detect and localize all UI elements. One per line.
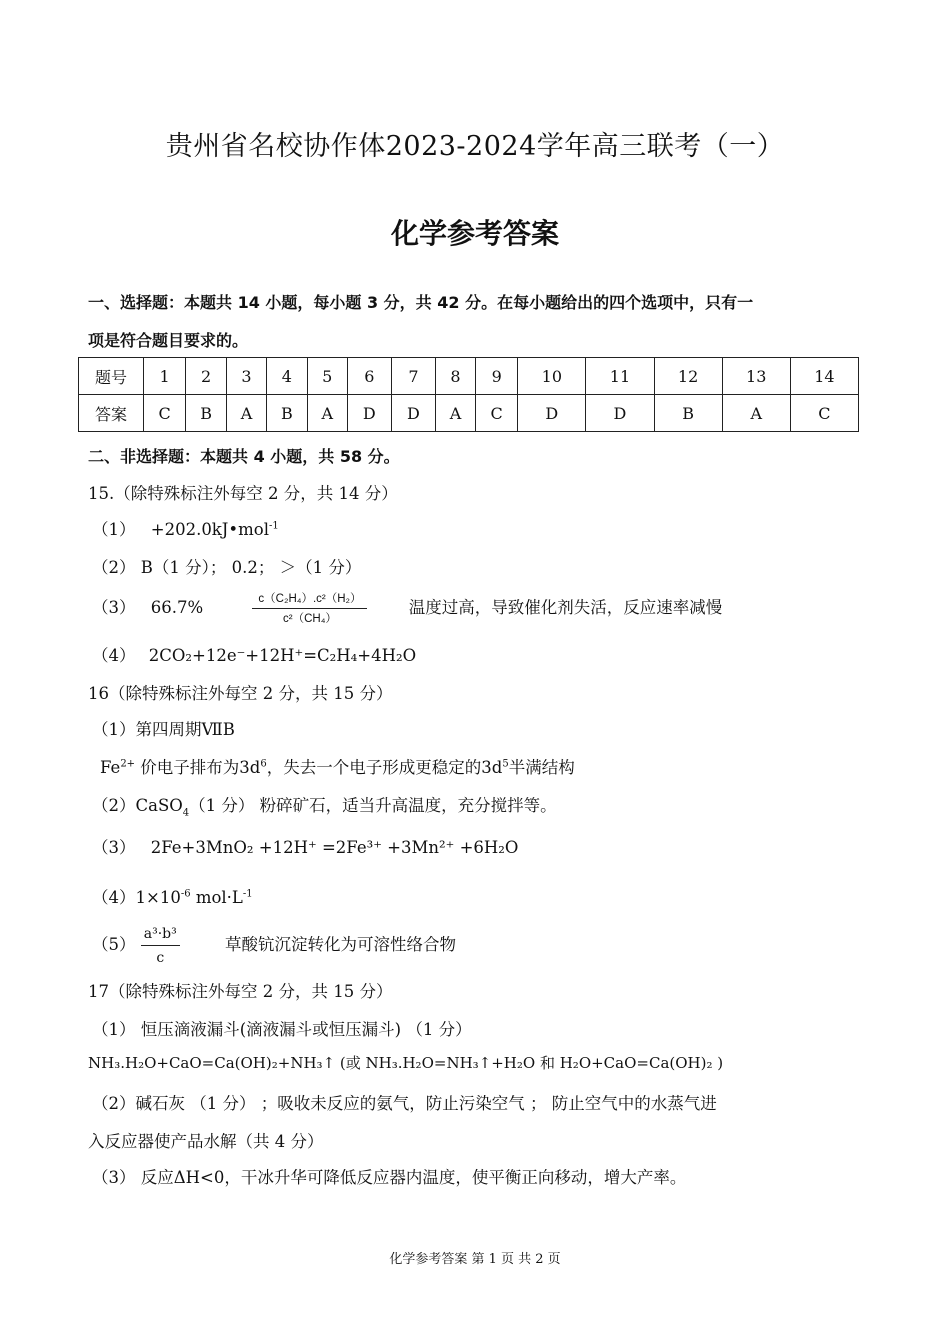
q15-part4-equation: 2CO₂+12e⁻+12H⁺=C₂H₄+4H₂O bbox=[148, 646, 417, 665]
table-cell: B bbox=[186, 395, 227, 432]
q15-part3-text: 温度过高，导致催化剂失活，反应速率减慢 bbox=[408, 598, 723, 617]
answer-table bbox=[78, 357, 859, 432]
fraction-denominator: c²（CH₄） bbox=[283, 612, 337, 625]
q16-part1: （1）第四周期ⅦB bbox=[92, 720, 235, 739]
row-label-number: 题号 bbox=[79, 358, 144, 395]
q17-part2-line1: （2）碱石灰 （1 分） ；吸收未反应的氨气，防止污染空气 ； 防止空气中的水蒸气进 bbox=[92, 1094, 717, 1113]
table-cell: 8 bbox=[435, 358, 475, 395]
q15-part1-label: （1） bbox=[92, 520, 136, 539]
q17-part1-equation: NH₃.H₂O+CaO=Ca(OH)₂+NH₃↑ (或 NH₃.H₂O=NH₃↑+H₂O 和 H₂O+CaO=Ca(OH)₂ ) bbox=[88, 1054, 724, 1072]
section1-heading-line2: 项是符合题目要求的。 bbox=[88, 331, 249, 350]
table-cell: D bbox=[391, 395, 435, 432]
document-title: 贵州省名校协作体2023-2024学年高三联考（一） bbox=[165, 131, 785, 162]
table-cell: A bbox=[307, 395, 347, 432]
q16-part2: （2）CaSO$_4$（1 分） 粉碎矿石，适当升高温度，充分搅拌等。 bbox=[92, 796, 557, 819]
table-cell: 11 bbox=[586, 358, 654, 395]
table-cell: 7 bbox=[391, 358, 435, 395]
q16-part5-text: 草酸钪沉淀转化为可溶性络合物 bbox=[224, 935, 456, 954]
answer-row bbox=[79, 395, 859, 432]
q15-part3-value: 66.7% bbox=[150, 598, 204, 617]
table-cell: A bbox=[435, 395, 475, 432]
table-cell: 5 bbox=[307, 358, 347, 395]
q16-header: 16（除特殊标注外每空 2 分，共 15 分） bbox=[88, 684, 393, 703]
table-cell: 4 bbox=[267, 358, 308, 395]
q15-part1-sup: -1 bbox=[269, 520, 279, 532]
table-cell: A bbox=[722, 395, 790, 432]
table-cell: B bbox=[267, 395, 308, 432]
fraction-numerator: c（C₂H₄）.c²（H₂） bbox=[252, 592, 367, 609]
table-cell: 1 bbox=[144, 358, 186, 395]
row-label-answer: 答案 bbox=[79, 395, 144, 432]
table-cell: 6 bbox=[347, 358, 391, 395]
table-cell: D bbox=[347, 395, 391, 432]
q15-part4 bbox=[92, 642, 416, 666]
q16-part3: （3） 2Fe+3MnO₂ +12H⁺ =2Fe³⁺ +3Mn²⁺ +6H₂O bbox=[92, 838, 519, 857]
table-cell: 12 bbox=[654, 358, 722, 395]
q16-part1-explanation: $Fe^{2+}$ 价电子排布为$3d^6$，失去一个电子形成更稳定的$3d^5$半满结构 bbox=[100, 758, 575, 777]
table-cell: C bbox=[476, 395, 518, 432]
document-subtitle: 化学参考答案 bbox=[390, 217, 559, 250]
q15-part2: （2） B（1 分）； 0.2； ＞（1 分） bbox=[92, 558, 362, 577]
q15-part4-label: （4） bbox=[92, 646, 136, 665]
table-cell: C bbox=[790, 395, 858, 432]
q15-part3-label: （3） bbox=[92, 598, 136, 617]
q15-part3 bbox=[92, 588, 722, 628]
q15-part1 bbox=[92, 516, 279, 540]
q17-part3: （3） 反应ΔH<0，干冰升华可降低反应器内温度，使平衡正向移动，增大产率。 bbox=[92, 1168, 687, 1187]
q15-part1-value: +202.0kJ•mol bbox=[150, 520, 270, 539]
equilibrium-constant-fraction bbox=[252, 592, 367, 626]
table-cell: C bbox=[144, 395, 186, 432]
table-cell: 3 bbox=[226, 358, 266, 395]
q16-part3-equation: 2Fe+3MnO₂ +12H⁺ =2Fe³⁺ +3Mn²⁺ +6H₂O bbox=[150, 838, 519, 857]
page-footer: 化学参考答案 第 1 页 共 2 页 bbox=[389, 1252, 561, 1267]
table-cell: B bbox=[654, 395, 722, 432]
table-cell: 9 bbox=[476, 358, 518, 395]
table-cell: 13 bbox=[722, 358, 790, 395]
q17-part2-line2: 入反应器使产品水解（共 4 分） bbox=[88, 1132, 324, 1151]
q16-part5: （5） $\frac{\text{a³·b³}}{c}$ 草酸钪沉淀转化为可溶性络合物 bbox=[92, 925, 456, 966]
section1-heading-line1: 一、选择题：本题共 14 小题，每小题 3 分，共 42 分。在每小题给出的四个选项中，只有一 bbox=[88, 293, 754, 312]
q15-header: 15.（除特殊标注外每空 2 分，共 14 分） bbox=[88, 484, 398, 503]
q16-part4: $(4)1\times 10^{-6}$ $mol\cdot L^{-1}$ bbox=[92, 888, 253, 907]
q17-header: 17（除特殊标注外每空 2 分，共 15 分） bbox=[88, 982, 393, 1001]
ksp-fraction bbox=[141, 926, 180, 966]
table-cell: D bbox=[586, 395, 654, 432]
question-number-row bbox=[79, 358, 859, 395]
q17-part1: （1） 恒压滴液漏斗(滴液漏斗或恒压漏斗) （1 分） bbox=[92, 1020, 472, 1039]
table-cell: 14 bbox=[790, 358, 858, 395]
ion-symbol: Fe bbox=[100, 758, 121, 777]
table-cell: A bbox=[226, 395, 266, 432]
fraction-denominator: c bbox=[156, 949, 165, 966]
table-cell: 10 bbox=[518, 358, 586, 395]
fraction-numerator: a³·b³ bbox=[141, 926, 180, 946]
table-cell: 2 bbox=[186, 358, 227, 395]
table-cell: D bbox=[518, 395, 586, 432]
section2-heading: 二、非选择题：本题共 4 小题，共 58 分。 bbox=[88, 447, 400, 466]
